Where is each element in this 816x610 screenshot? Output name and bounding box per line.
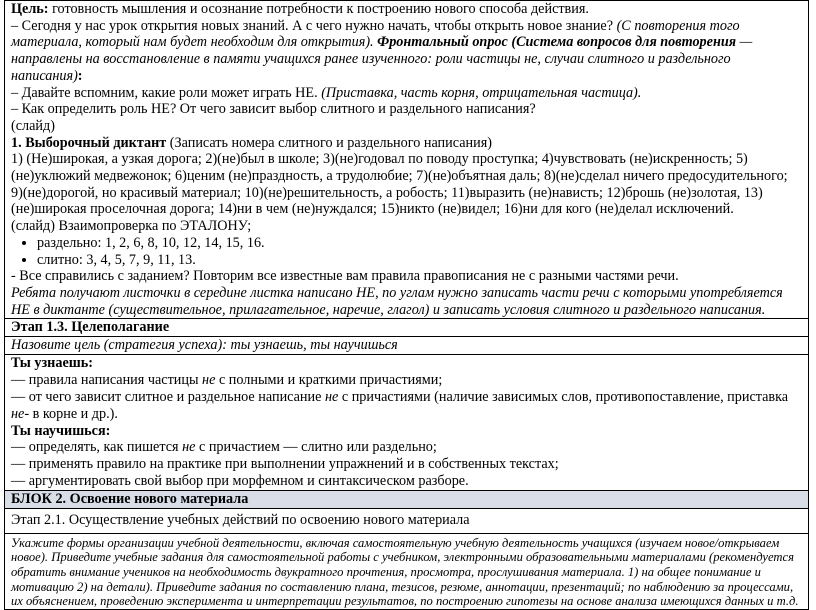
skill-item-1	[11, 439, 802, 456]
know-heading-text: Ты узнаешь:	[11, 355, 93, 372]
block-2-row	[5, 490, 809, 508]
question-2: – Давайте вспомним, какие роли может играть НЕ.	[11, 84, 322, 101]
learn-cell	[5, 355, 809, 490]
know-item-2-a: — от чего зависит слитное и раздельное написание	[11, 388, 325, 405]
check-text: (слайд) Взаимопроверка по ЭТАЛОНУ;	[11, 218, 252, 235]
recap-text: - Все справились с заданием? Повторим все известные вам правила правописания не с разными частями речи.	[11, 268, 679, 285]
dictation-heading	[11, 135, 802, 152]
know-item-2-ne2: не	[11, 405, 25, 422]
lesson-plan-page	[4, 0, 809, 610]
goal-line	[11, 1, 802, 18]
intro-row	[5, 1, 809, 319]
goal-row	[5, 337, 809, 355]
know-item-2	[11, 389, 802, 423]
goal-text: готовность мышления и осознание потребности к построению нового способа действия.	[48, 1, 589, 17]
know-item-2-b: с причастиями (наличие зависимых слов, противопоставление, приставка	[338, 388, 789, 405]
know-item-1-b: с полными и краткими причастиями;	[215, 372, 443, 389]
stage-21-title: Этап 2.1. Осуществление учебных действий по освоению нового материала	[5, 508, 809, 533]
skill-item-3: — аргументировать свой выбор при морфемном и синтаксическом разборе.	[11, 472, 469, 489]
learn-row	[5, 355, 809, 490]
lesson-plan-table	[4, 0, 809, 610]
intro-cell	[5, 1, 809, 319]
question-paragraph	[11, 18, 802, 85]
survey-colon: :	[77, 67, 83, 84]
question-1-answer: (С повторения того материала, который нам будет необходим для открытия).	[11, 17, 740, 51]
dictation-label: 1. Выборочный диктант	[11, 134, 167, 151]
skill-item-1-a: — определять, как пишется	[11, 439, 183, 456]
question-2-line	[11, 85, 802, 102]
cards-text	[11, 285, 802, 318]
skill-item-1-b: с причастием — слитно или раздельно;	[195, 439, 437, 456]
know-item-2-ne: не	[324, 388, 339, 405]
question-1: – Сегодня у нас урок открытия новых знаний. А с чего нужно начать, чтобы открыть новое знание?	[11, 17, 617, 34]
block-2-title: БЛОК 2. Освоение нового материала	[5, 490, 809, 508]
skill-item-1-ne: не	[182, 439, 196, 456]
stage-13-title: Этап 1.3. Целеполагание	[5, 319, 809, 337]
skill-heading	[11, 423, 802, 440]
know-item-1-ne: не	[202, 372, 216, 389]
question-2-answer: (Приставка, часть корня, отрицательная частица).	[321, 84, 642, 101]
dictation-note: (Записать номера слитного и раздельного написания)	[166, 134, 492, 151]
answer-key-separate: • раздельно: 1, 2, 6, 8, 10, 12, 14, 15, 16.	[37, 235, 802, 252]
know-heading	[11, 355, 802, 372]
answer-key-list	[11, 235, 802, 268]
cards-text-italic: Ребята получают листочки в середине листка написано НЕ, по углам нужно записать части речи с которыми употребляется НЕ в диктанте (существительное, прилагательное, наречие, глагол) и записать условия слитного и раздельного написания.	[11, 284, 783, 318]
survey-label: Фронтальный опрос (Система вопросов для повторения	[373, 34, 737, 51]
stage-13-goal: Назовите цель (стратегия успеха): ты узнаешь, ты научишься	[5, 337, 809, 355]
skill-heading-text: Ты научишься:	[11, 422, 111, 439]
dictation-text: 1) (Не)широкая, а узкая дорога; 2)(не)был в школе; 3)(не)годовал по поводу проступка; 4)чувствовать (не)искренность; 5)(не)уклюжий медвежонок; 6)ценим (не)праздность, а трудолюбие; 7)(не)объятная даль; 8)(не)сделал ничего предосудительного; 9)(не)дорогой, но красивый материал; 10)(не)решительность, а робость; 11)выразить (не)нависть; 12)брошь (не)золотая, 13)(не)широкая проселочная дорога; 14)ни в чем (не)нуждался; 15)никто (не)видел; 16)ни для кого (не)делал исключений.	[11, 151, 788, 218]
goal-label: Цель:	[11, 1, 49, 17]
question-3: – Как определить роль НЕ? От чего зависит выбор слитного и раздельного написания?	[11, 101, 536, 118]
survey-note: — направлены на восстановление в памяти учащихся ранее изученного: роли частицы не, случаи слитного и раздельного написания)	[11, 34, 753, 84]
block-2-instructions: Укажите формы организации учебной деятельности, включая самостоятельную учебную деятельность учащихся (изучаем новое/открываем новое). Приведите учебные задания для самостоятельной работы с учебником, электронными образовательными материалами (рекомендуется обратить внимание учеников на необходимость двукратного прочтения, просмотра, прослушивания материала. 1) на общее понимание и мотивацию 2) на детали). Приведите задания по составлению плана, тезисов, резюме, аннотации, презентаций; по наблюдению за процессами, их объяснением, проведению эксперимента и интерпретации результатов, по построению гипотезы на основе анализа имеющихся данных и т.д.	[5, 533, 809, 609]
stage-21-row	[5, 508, 809, 533]
know-item-2-c: - в корне и др.).	[24, 405, 118, 422]
know-item-1-a: — правила написания частицы	[11, 372, 203, 389]
instructions-row	[5, 533, 809, 609]
stage-13-row	[5, 319, 809, 337]
know-item-1	[11, 372, 802, 389]
answer-key-joint: • слитно: 3, 4, 5, 7, 9, 11, 13.	[37, 252, 802, 269]
slide-label: (слайд)	[11, 117, 55, 134]
skill-item-2: — применять правило на практике при выполнении упражнений и в собственных текстах;	[11, 456, 559, 473]
